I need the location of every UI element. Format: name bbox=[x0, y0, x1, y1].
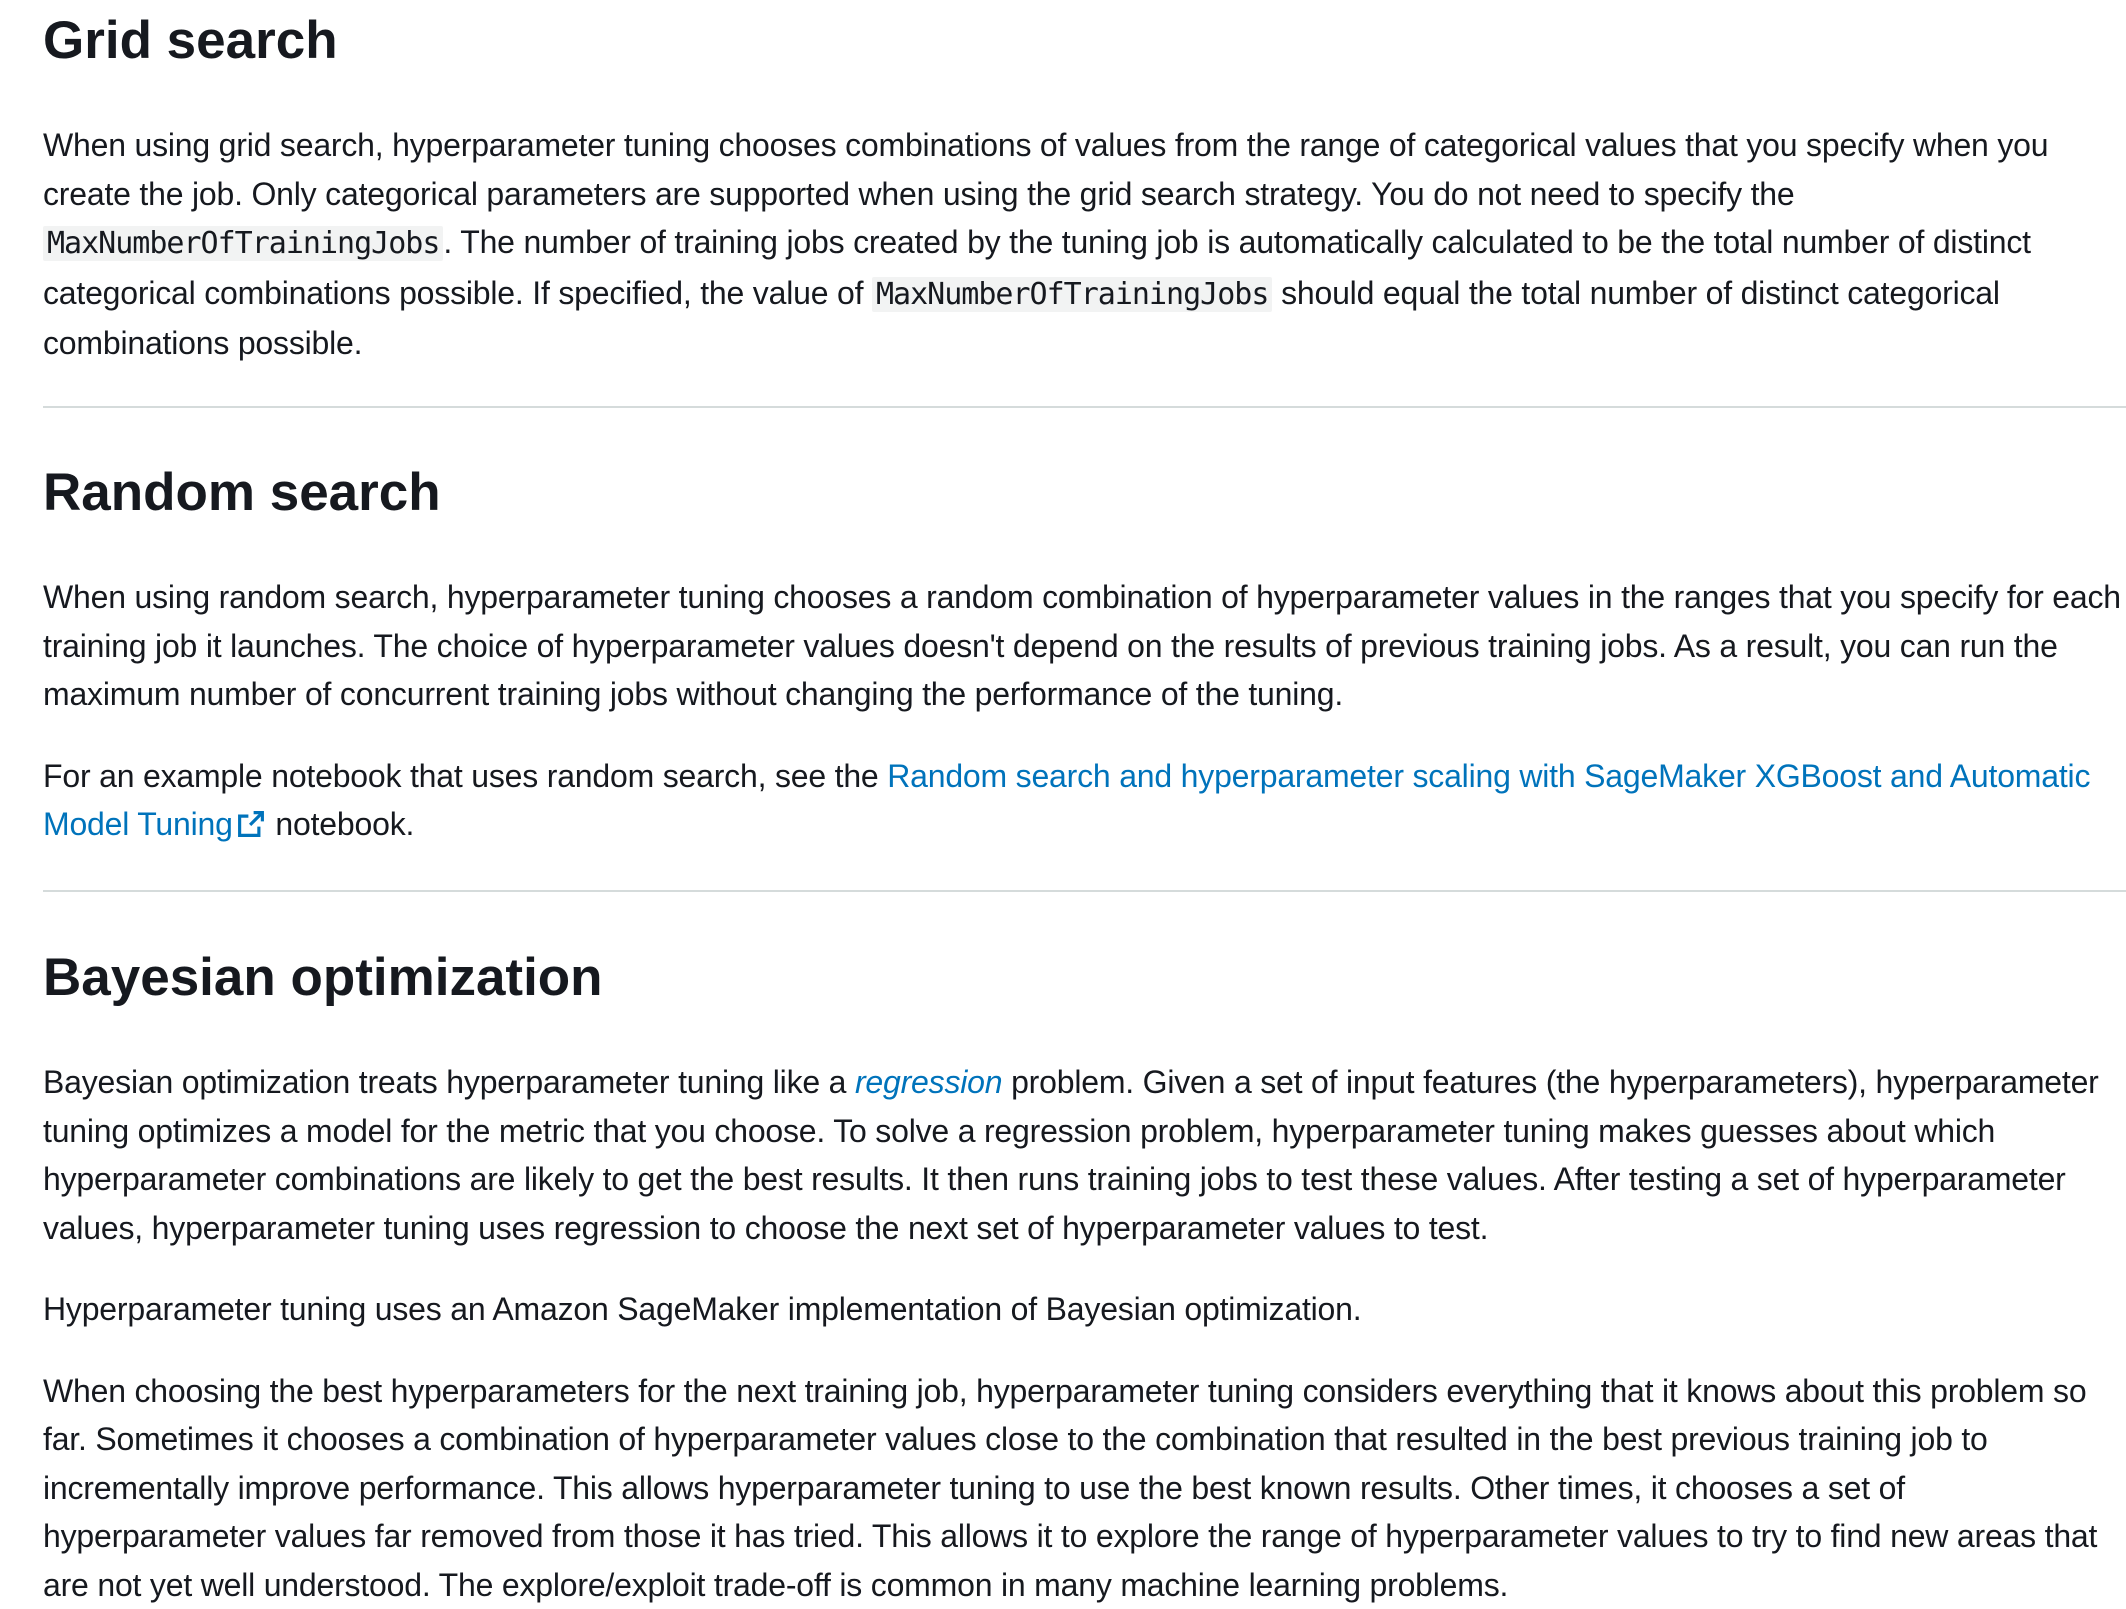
heading-bayesian-optimization: Bayesian optimization bbox=[43, 945, 2126, 1011]
bayesian-text-2: problem. Given a set of input features (the hyperparameters), hyperparameter tuning optimizes a model for the metric that you choose. To solve a regression problem, hyperparameter tuning makes guesses about which hyperparameter combinations are likely to get the best results. It then runs training jobs to test these values. After testing a set of hyperparameter values, hyperparameter tuning uses regression to choose the next set of hyperparameter values to test. bbox=[43, 1064, 2099, 1246]
random-example-text-1: For an example notebook that uses random search, see the bbox=[43, 758, 887, 794]
heading-grid-search: Grid search bbox=[43, 8, 2126, 74]
grid-search-paragraph bbox=[43, 121, 2126, 368]
random-search-example-paragraph bbox=[43, 752, 2126, 849]
code-max-training-jobs: MaxNumberOfTrainingJobs bbox=[43, 226, 443, 261]
grid-text-2: . The number of training jobs created by the tuning job is automatically calculated to be the total number of distinct categorical combinations possible. If specified, the value of bbox=[43, 224, 2031, 311]
bayesian-text-1: Bayesian optimization treats hyperparameter tuning like a bbox=[43, 1064, 855, 1100]
section-bayesian-optimization bbox=[43, 945, 2126, 1609]
grid-text-1: When using grid search, hyperparameter tuning chooses combinations of values from the range of categorical values that you specify when you create the job. Only categorical parameters are supported when using the grid search strategy. You do not need to specify the bbox=[43, 127, 2048, 212]
code-max-training-jobs-2: MaxNumberOfTrainingJobs bbox=[872, 277, 1272, 312]
section-grid-search bbox=[43, 8, 2126, 368]
grid-text-3: should equal the total number of distinct categorical combinations possible. bbox=[43, 275, 2000, 362]
regression-link[interactable]: regression bbox=[855, 1064, 1002, 1100]
random-search-notebook-link-text: Random search and hyperparameter scaling with SageMaker XGBoost and Automatic Model Tuning bbox=[43, 758, 2090, 843]
heading-random-search: Random search bbox=[43, 460, 2126, 526]
random-example-text-2: notebook. bbox=[267, 806, 414, 842]
section-random-search bbox=[43, 460, 2126, 849]
random-search-paragraph: When using random search, hyperparameter tuning chooses a random combination of hyperparameter values in the ranges that you specify for each training job it launches. The choice of hyperparameter values doesn't depend on the results of previous training jobs. As a result, you can run the maximum number of concurrent training jobs without changing the performance of the tuning. bbox=[43, 573, 2126, 719]
external-link-icon bbox=[237, 810, 265, 838]
divider-2 bbox=[43, 890, 2126, 892]
bayesian-paragraph-2: Hyperparameter tuning uses an Amazon SageMaker implementation of Bayesian optimization. bbox=[43, 1285, 2126, 1334]
bayesian-paragraph-3: When choosing the best hyperparameters for the next training job, hyperparameter tuning considers everything that it knows about this problem so far. Sometimes it chooses a combination of hyperparameter values close to the combination that resulted in the best previous training job to incrementally improve performance. This allows hyperparameter tuning to use the best known results. Other times, it chooses a set of hyperparameter values far removed from those it has tried. This allows it to explore the range of hyperparameter values to try to find new areas that are not yet well understood. The explore/exploit trade-off is common in many machine learning problems. bbox=[43, 1367, 2126, 1609]
bayesian-paragraph-1 bbox=[43, 1058, 2126, 1252]
divider-1 bbox=[43, 406, 2126, 408]
